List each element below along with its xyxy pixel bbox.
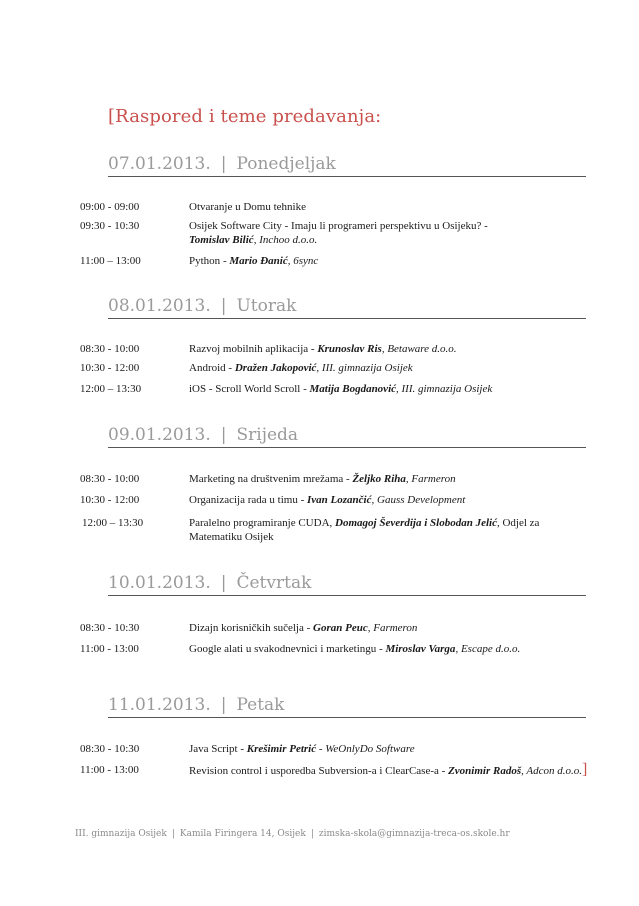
talk-dash: - [308,343,318,355]
day-header-1 [108,154,586,177]
talk-topic: Google alati u svakodnevnici i marketingu [189,643,377,655]
page-title: [Raspored i teme predavanja: [108,106,382,127]
talk-organization: , Adcon d.o.o. [521,765,583,777]
time-slot: 08:30 - 10:00 [80,473,140,485]
talk-speaker: Domagoj Ševerdija i Slobodan Jelić [335,517,497,529]
talk-speaker: Matija Bogdanović [309,383,397,395]
time-slot: 12:00 – 13:30 [82,517,144,529]
talk-topic: Organizacija rada u timu [189,494,298,506]
talk-description [189,219,589,247]
footer-separator: | [171,829,175,839]
day-name: Srijeda [236,425,299,445]
talk-organization: , Gauss Development [371,494,466,506]
talk-speaker: Goran Peuc [313,622,368,634]
talk-speaker: Željko Riha [352,473,406,485]
talk-description [189,361,589,375]
talk-description [189,254,589,268]
time-slot: 10:30 - 12:00 [80,362,140,374]
footer-address: Kamila Firingera 14, Osijek [179,829,306,839]
talk-speaker: Krunoslav Ris [317,343,382,355]
day-date: 10.01.2013. [108,573,211,593]
talk-speaker: Ivan Lozančić [307,494,372,506]
talk-description [189,642,589,656]
talk-dash: - [220,255,230,267]
talk-description [189,493,589,507]
talk-description [189,516,589,544]
footer-email: zimska-skola@gimnazija-treca-os.skole.hr [318,829,510,839]
talk-description [189,472,589,486]
talk-topic: Java Script [189,743,238,755]
talk-organization: , Inchoo d.o.o. [253,234,318,246]
talk-dash: - [376,643,386,655]
time-slot: 09:00 - 09:00 [80,201,140,213]
day-separator: | [220,573,227,593]
talk-description [189,621,589,635]
talk-dash: - [303,622,314,634]
time-slot: 11:00 – 13:00 [80,255,141,267]
talk-topic: Marketing na društvenim mrežama [189,473,344,485]
day-name: Četvrtak [236,573,312,593]
talk-speaker: Mario Đanić [229,255,288,267]
footer-separator: | [310,829,314,839]
talk-description [189,342,589,356]
day-separator: | [220,425,227,445]
closing-bracket: ] [582,761,588,778]
day-separator: | [220,154,227,174]
talk-description [189,382,589,396]
day-header-5 [108,695,586,718]
day-date: 11.01.2013. [108,695,211,715]
footer-school: III. gimnazija Osijek [75,829,167,839]
talk-dash: - [237,743,247,755]
talk-organization: , 6sync [287,255,319,267]
talk-topic: iOS - Scroll World Scroll [189,383,301,395]
talk-speaker: Zvonimir Radoš [448,765,522,777]
day-separator: | [220,296,227,316]
talk-topic: Python [189,255,221,267]
talk-topic: Osijek Software City - Imaju li programeri perspektivu u Osijeku? - [189,220,488,232]
talk-description [189,200,589,214]
day-date: 08.01.2013. [108,296,211,316]
talk-dash: - [300,383,310,395]
time-slot: 08:30 - 10:00 [80,343,140,355]
talk-speaker: Tomislav Bilić [189,234,254,246]
time-slot: 11:00 - 13:00 [80,764,139,776]
time-slot: 10:30 - 12:00 [80,494,140,506]
talk-organization: , Farmeron [405,473,456,485]
time-slot: 08:30 - 10:30 [80,743,140,755]
talk-topic: Paralelno programiranje CUDA, [189,517,333,529]
day-name: Utorak [236,296,297,316]
time-slot: 09:30 - 10:30 [80,220,140,232]
talk-description [189,763,589,778]
day-name: Ponedjeljak [236,154,336,174]
talk-organization: , Farmeron [367,622,418,634]
talk-description [189,742,589,756]
talk-topic: Otvaranje u Domu tehnike [189,201,306,213]
day-name: Petak [236,695,285,715]
talk-organization: , III. gimnazija Osijek [396,383,493,395]
day-date: 09.01.2013. [108,425,211,445]
talk-organization: , III. gimnazija Osijek [316,362,413,374]
talk-topic: Razvoj mobilnih aplikacija [189,343,309,355]
day-header-2 [108,296,586,319]
day-header-3 [108,425,586,448]
talk-topic: Revision control i usporedba Subversion-a i ClearCase-a [189,765,439,777]
talk-organization: - WeOnlyDo Software [316,743,415,755]
day-separator: | [220,695,227,715]
talk-speaker: Dražen Jakopović [234,362,317,374]
talk-organization: , Odjel za Matematiku Osijek [189,517,540,543]
page-footer [75,829,510,839]
talk-topic: Dizajn korisničkih sučelja [189,622,304,634]
talk-speaker: Miroslav Varga [385,643,456,655]
talk-topic: Android [189,362,226,374]
talk-dash: - [438,765,449,777]
time-slot: 08:30 - 10:30 [80,622,140,634]
time-slot: 11:00 - 13:00 [80,643,139,655]
talk-dash: - [297,494,308,506]
talk-dash: - [343,473,353,485]
talk-organization: , Escape d.o.o. [455,643,521,655]
talk-organization: , Betaware d.o.o. [381,343,457,355]
talk-speaker: Krešimir Petrić [246,743,317,755]
day-header-4 [108,573,586,596]
day-date: 07.01.2013. [108,154,211,174]
talk-dash: - [225,362,235,374]
time-slot: 12:00 – 13:30 [80,383,142,395]
